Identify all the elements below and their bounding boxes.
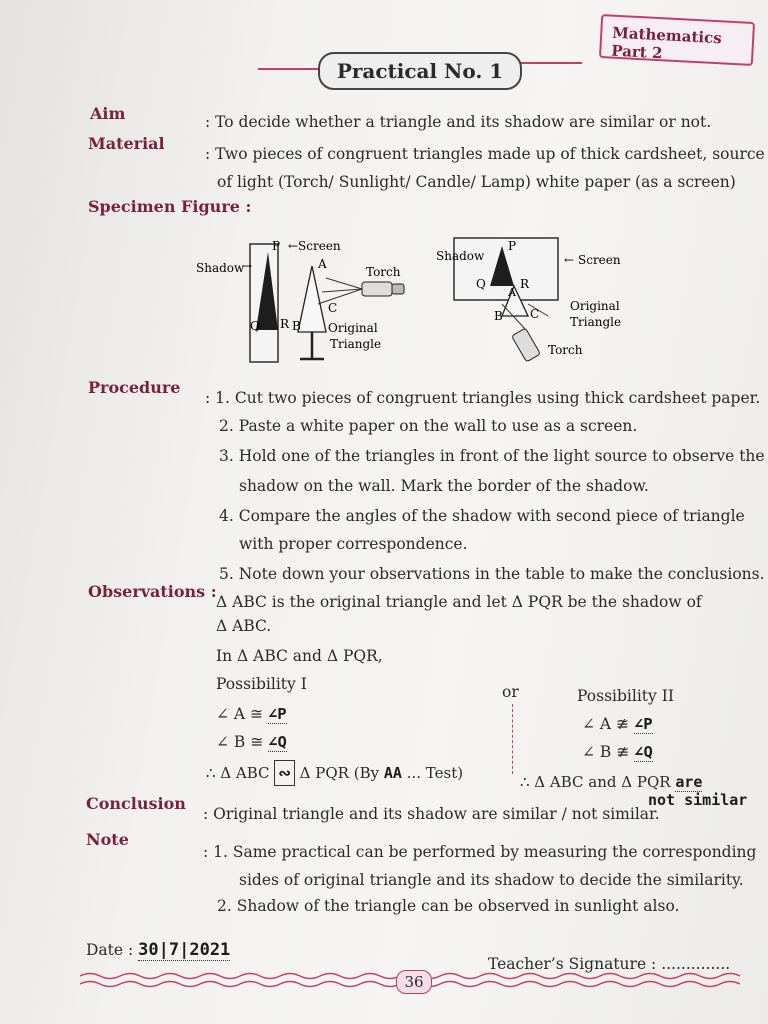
p2-angle-b-value: ∠Q (634, 743, 653, 761)
conclusion-text: : Original triangle and its shadow are similar / not similar. (203, 805, 660, 823)
fig1-original-label-2: Triangle (330, 337, 382, 351)
fig2-label-C: C (530, 307, 540, 321)
procedure-step-1: : 1. Cut two pieces of congruent triangles using thick cardsheet paper. (205, 389, 761, 407)
procedure-step-3-cont: shadow on the wall. Mark the border of the shadow. (239, 477, 649, 495)
note-line-2: sides of original triangle and its shadow to decide the similarity. (239, 871, 744, 889)
date-field (86, 938, 230, 962)
fig1-label-P: P (272, 239, 281, 253)
p2-angle-b-prefix: ∠ B ≇ (582, 743, 630, 761)
fig2-label-R: R (520, 277, 530, 291)
fig2-label-Q: Q (476, 277, 486, 291)
aim-text: : To decide whether a triangle and its shadow are similar or not. (205, 113, 712, 131)
fig1-label-Q: Q (250, 319, 260, 333)
p2-angle-b (582, 740, 653, 764)
p1-angle-a-value: ∠P (267, 705, 287, 723)
p1-angle-b-value: ∠Q (268, 733, 287, 751)
fig2-screen-arrow: ← (564, 253, 575, 267)
p1-angle-b-prefix: ∠ B ≅ (216, 733, 264, 751)
practical-title: Practical No. 1 (318, 52, 522, 90)
fig1-label-C: C (328, 301, 338, 315)
fig2-torch-label: Torch (548, 343, 583, 357)
material-line-1: : Two pieces of congruent triangles made up of thick cardsheet, source (205, 145, 765, 163)
specimen-label: Specimen Figure : (88, 197, 252, 216)
procedure-step-2: 2. Paste a white paper on the wall to use as a screen. (219, 417, 638, 435)
therefore-2-prefix: ∴ Δ ABC and Δ PQR (520, 773, 671, 791)
fig1-ray-2 (318, 289, 362, 304)
fig2-torch (512, 328, 541, 362)
therefore-1-prefix: ∴ Δ ABC (206, 764, 270, 782)
fig2-label-P: P (508, 239, 517, 253)
p1-angle-b (216, 730, 287, 754)
therefore-2-value-cont: not similar (648, 791, 748, 809)
observation-line-1: Δ ABC is the original triangle and let Δ PQR be the shadow of (216, 593, 702, 611)
fig1-arrow: → (242, 259, 253, 273)
fig2-label-A: A (508, 286, 516, 299)
procedure-step-4-cont: with proper correspondence. (239, 535, 468, 553)
observation-line-2: Δ ABC. (216, 617, 272, 635)
series-tag (599, 14, 755, 66)
possibility-2-heading: Possibility II (577, 687, 674, 705)
procedure-step-3: 3. Hold one of the triangles in front of the light source to observe the (219, 447, 765, 465)
fig1-torch-cap (392, 284, 404, 294)
date-label: Date : (86, 941, 134, 959)
or-divider-label: or (502, 683, 519, 701)
or-divider-line (512, 704, 513, 774)
aim-label: Aim (90, 104, 126, 123)
series-title: Mathematics Part 2 (610, 23, 723, 63)
title-rule-left (258, 68, 320, 70)
fig1-original-triangle (298, 266, 326, 332)
observations-label: Observations : (88, 582, 217, 601)
material-label: Material (88, 134, 165, 153)
note-line-1: : 1. Same practical can be performed by measuring the corresponding (203, 843, 757, 861)
fig1-ray-3 (326, 278, 362, 289)
fig1-label-A: A (318, 257, 327, 271)
fig1-shadow-label: Shadow (196, 261, 245, 275)
fig1-original-label-1: Original (328, 321, 378, 335)
procedure-step-4: 4. Compare the angles of the shadow with second piece of triangle (219, 507, 745, 525)
conclusion-label: Conclusion (86, 794, 186, 813)
specimen-figure-2 (428, 234, 638, 374)
page-number: 36 (396, 970, 432, 994)
procedure-step-5: 5. Note down your observations in the table to make the conclusions. (219, 565, 765, 583)
p2-angle-a-prefix: ∠ A ≇ (582, 715, 630, 733)
teacher-signature: Teacher’s Signature : .............. (488, 955, 731, 973)
fig2-original-label-2: Triangle (570, 315, 622, 329)
observation-line-3: In Δ ABC and Δ PQR, (216, 647, 383, 665)
fig1-label-R: R (280, 317, 290, 331)
specimen-figure-1 (190, 234, 420, 369)
fig1-screen-label: ←Screen (288, 239, 341, 253)
p1-angle-a (216, 702, 287, 726)
fig1-label-B: B (292, 319, 301, 333)
therefore-1-suffix: ... Test) (406, 764, 464, 782)
therefore-2-value: are (675, 773, 703, 791)
fig1-torch-label: Torch (366, 265, 401, 279)
therefore-similar-line (206, 760, 463, 786)
procedure-label: Procedure (88, 378, 181, 397)
date-value: 30|7|2021 (138, 940, 231, 960)
similar-symbol-box: ∾ (274, 760, 295, 786)
p2-angle-a (582, 712, 653, 736)
fig2-shadow-label: Shadow (436, 249, 485, 263)
p2-angle-a-value: ∠P (633, 715, 653, 733)
title-rule-right (518, 62, 582, 64)
therefore-1-mid: Δ PQR (By (299, 764, 380, 782)
fig2-screen-label: Screen (578, 253, 621, 267)
note-line-3: 2. Shadow of the triangle can be observed in sunlight also. (217, 897, 680, 915)
note-label: Note (86, 830, 129, 849)
p1-angle-a-prefix: ∠ A ≅ (216, 705, 264, 723)
possibility-1-heading: Possibility I (216, 675, 307, 693)
fig1-torch (362, 282, 392, 296)
material-line-2: of light (Torch/ Sunlight/ Candle/ Lamp) white paper (as a screen) (217, 173, 736, 191)
similarity-test-value: AA (383, 764, 402, 782)
fig2-original-label-1: Original (570, 299, 620, 313)
fig2-label-B: B (494, 309, 503, 323)
